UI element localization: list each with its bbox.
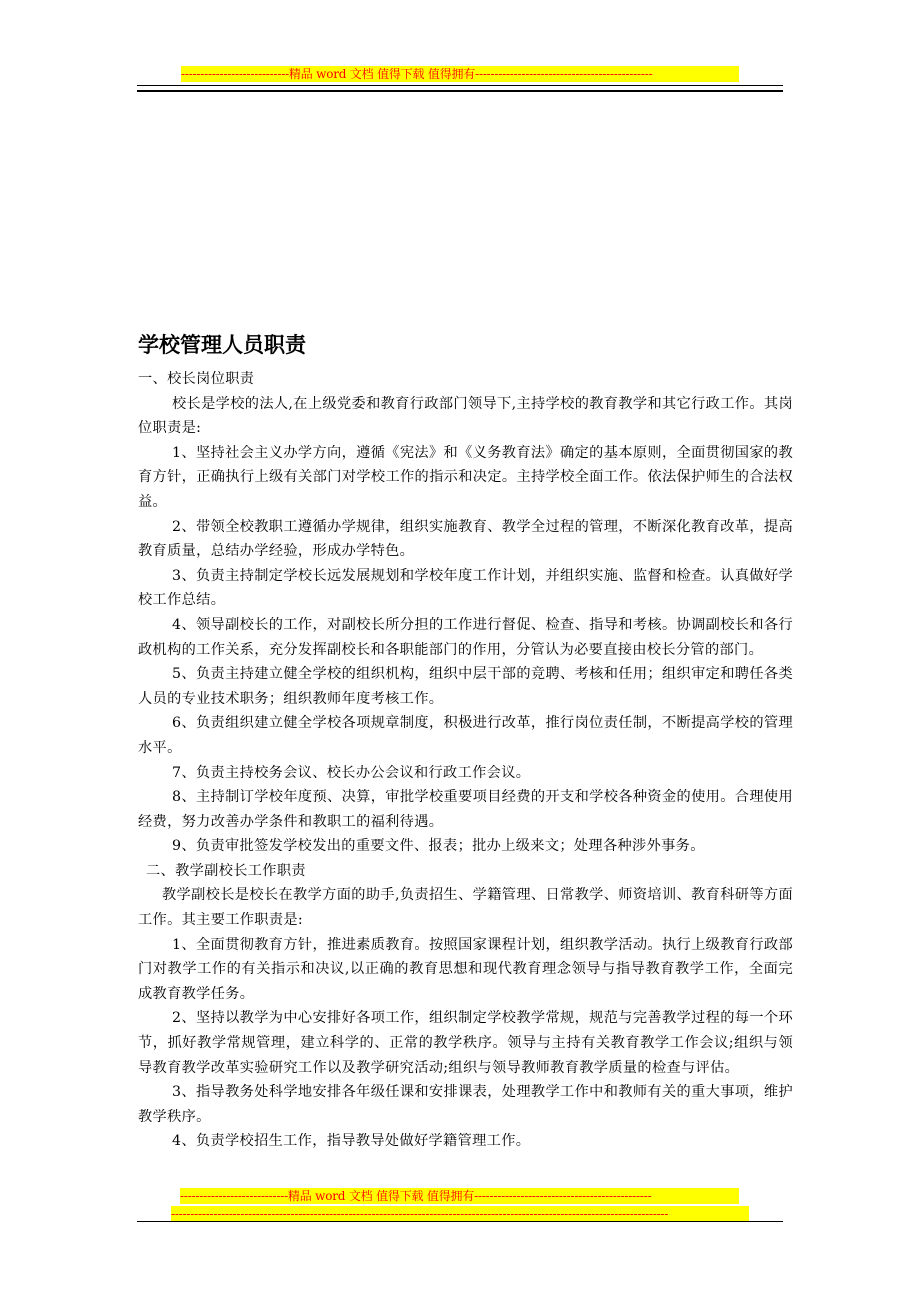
paragraph: 2、坚持以教学为中心安排好各项工作，组织制定学校教学常规，规范与完善教学过程的每一个环节，抓好教学常规管理，建立科学的、正常的教学秩序。领导与主持有关教育教学工作会议;组织与领导教育教学改革实验研究工作以及教学研究活动;组织与领导教师教育教学质量的检查与评估。 xyxy=(138,1010,793,1076)
paragraph: 2、带领全校教职工遵循办学规律，组织实施教育、教学全过程的管理，不断深化教育改革，提高教育质量，总结办学经验，形成办学特色。 xyxy=(138,518,793,560)
paragraph: 7、负责主持校务会议、校长办公会议和行政工作会议。 xyxy=(172,764,531,781)
paragraph: 1、全面贯彻教育方针，推进素质教育。按照国家课程计划，组织教学活动。执行上级教育行政部门对教学工作的有关指示和决议,以正确的教育思想和现代教育理念领导与指导教育教学工作，全面完成教育教学任务。 xyxy=(138,936,793,1002)
paragraph: 4、领导副校长的工作，对副校长所分担的工作进行督促、检查、指导和考核。协调副校长和各行政机构的工作关系，充分发挥副校长和各职能部门的作用，分管认为必要直接由校长分管的部门。 xyxy=(138,616,793,658)
footer-banner: ----------------------------精品 word 文档 值得下载 值得拥有---------------------------------------------- xyxy=(180,1188,739,1204)
footer-rule xyxy=(137,1221,783,1222)
paragraph: 校长是学校的法人,在上级党委和教育行政部门领导下,主持学校的教育教学和其它行政工作。其岗位职责是: xyxy=(138,395,793,437)
header-banner: ----------------------------精品 word 文档 值得下载 值得拥有---------------------------------------------- xyxy=(181,66,739,82)
paragraph: 8、主持制订学校年度预、决算，审批学校重要项目经费的开支和学校各种资金的使用。合理使用经费，努力改善办学条件和教职工的福利待遇。 xyxy=(138,789,793,830)
paragraph: 6、负责组织建立健全学校各项规章制度，积极进行改革，推行岗位责任制，不断提高学校的管理水平。 xyxy=(138,715,793,756)
footer-dashes: --------------------------------------------------------------------------------------------------------------------------------- xyxy=(171,1206,749,1222)
paragraph: 教学副校长是校长在教学方面的助手,负责招生、学籍管理、日常教学、师资培训、教育科研等方面工作。其主要工作职责是: xyxy=(138,887,793,929)
section-heading-vice-principal: 二、教学副校长工作职责 xyxy=(146,862,306,879)
header-rule-thick xyxy=(137,90,783,92)
paragraph: 1、坚持社会主义办学方向，遵循《宪法》和《义务教育法》确定的基本原则，全面贯彻国家的教育方针，正确执行上级有关部门对学校工作的指示和决定。主持学校全面工作。依法保护师生的合法权益。 xyxy=(138,444,793,510)
paragraph: 5、负责主持建立健全学校的组织机构，组织中层干部的竞聘、考核和任用；组织审定和聘任各类人员的专业技术职务；组织教师年度考核工作。 xyxy=(138,666,793,707)
header-rule-thin xyxy=(137,85,783,86)
paragraph: 9、负责审批签发学校发出的重要文件、报表；批办上级来文；处理各种涉外事务。 xyxy=(172,838,705,855)
document-body xyxy=(138,367,793,1154)
paragraph: 4、负责学校招生工作，指导教导处做好学籍管理工作。 xyxy=(172,1133,531,1150)
section-heading-principal: 一、校长岗位职责 xyxy=(138,371,255,387)
paragraph: 3、指导教务处科学地安排各年级任课和安排课表，处理教学工作中和教师有关的重大事项，维护教学秩序。 xyxy=(138,1084,793,1125)
paragraph: 3、负责主持制定学校长远发展规划和学校年度工作计划，并组织实施、监督和检查。认真做好学校工作总结。 xyxy=(138,567,793,609)
document-title: 学校管理人员职责 xyxy=(138,333,306,357)
